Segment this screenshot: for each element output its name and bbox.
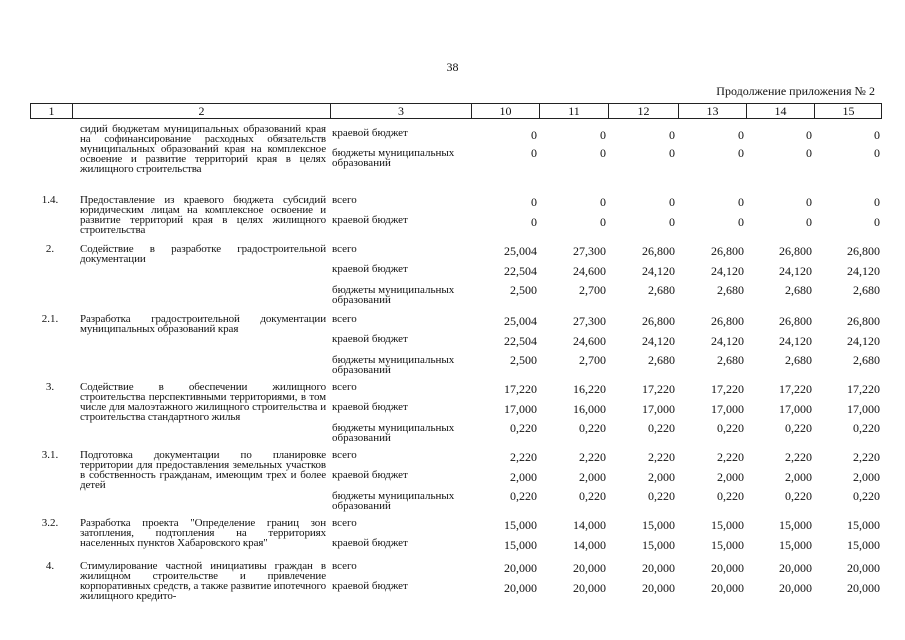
value-cell-11: 24,600	[573, 334, 606, 348]
value-cell-11: 0,220	[579, 489, 606, 503]
value-cell-11: 20,000	[573, 581, 606, 595]
header-col-2: 2	[73, 104, 331, 118]
value-cell-13: 17,220	[711, 382, 744, 396]
value-cell-15: 0	[874, 215, 880, 229]
funding-source: всего	[332, 243, 357, 255]
value-cell-13: 2,680	[717, 283, 744, 297]
value-cell-11: 2,000	[579, 470, 606, 484]
funding-source: краевой бюджет	[332, 333, 408, 345]
value-cell-12: 2,680	[648, 283, 675, 297]
value-cell-13: 2,220	[717, 450, 744, 464]
value-cell-14: 26,800	[779, 314, 812, 328]
header-col-11: 11	[540, 104, 609, 118]
value-cell-14: 2,220	[785, 450, 812, 464]
value-cell-13: 2,680	[717, 353, 744, 367]
value-cell-14: 20,000	[779, 561, 812, 575]
value-cell-11: 27,300	[573, 314, 606, 328]
value-cell-12: 2,220	[648, 450, 675, 464]
row-name: Разработка градостроительной документации муниципальных образований края	[80, 313, 326, 335]
value-cell-11: 16,000	[573, 402, 606, 416]
funding-source: краевой бюджет	[332, 401, 408, 413]
value-cell-12: 26,800	[642, 244, 675, 258]
funding-source: всего	[332, 313, 357, 325]
value-cell-11: 14,000	[573, 538, 606, 552]
value-cell-11: 27,300	[573, 244, 606, 258]
value-cell-10: 17,000	[504, 402, 537, 416]
value-cell-11: 0	[600, 215, 606, 229]
row-name: Подготовка документации по планировке территории для предоставления земельных участков в собственность гражданам, имеющим трех и более детей	[80, 449, 326, 491]
header-col-1: 1	[31, 104, 73, 118]
value-cell-10: 25,004	[504, 244, 537, 258]
value-cell-15: 2,680	[853, 353, 880, 367]
value-cell-15: 2,220	[853, 450, 880, 464]
row-name: Содействие в обеспечении жилищного строительства перспективными территориями, в том числе для малоэтажного жилищного строительства и строительства стандартного жилья	[80, 381, 326, 423]
value-cell-13: 20,000	[711, 581, 744, 595]
value-cell-14: 0	[806, 195, 812, 209]
funding-source: бюджеты муниципальных образований	[332, 147, 455, 169]
funding-source: всего	[332, 194, 357, 206]
value-cell-14: 0	[806, 128, 812, 142]
row-number: 2.	[45, 243, 55, 255]
value-cell-12: 0,220	[648, 489, 675, 503]
value-cell-15: 24,120	[847, 334, 880, 348]
header-col-14: 14	[747, 104, 815, 118]
value-cell-14: 17,000	[779, 402, 812, 416]
funding-source: краевой бюджет	[332, 263, 408, 275]
funding-source: бюджеты муниципальных образований	[332, 490, 455, 512]
value-cell-14: 15,000	[779, 518, 812, 532]
value-cell-15: 0	[874, 128, 880, 142]
value-cell-12: 20,000	[642, 561, 675, 575]
value-cell-15: 20,000	[847, 561, 880, 575]
funding-source: бюджеты муниципальных образований	[332, 284, 455, 306]
value-cell-10: 2,500	[510, 283, 537, 297]
value-cell-10: 0	[531, 215, 537, 229]
value-cell-10: 25,004	[504, 314, 537, 328]
value-cell-11: 14,000	[573, 518, 606, 532]
value-cell-12: 2,680	[648, 353, 675, 367]
value-cell-14: 24,120	[779, 264, 812, 278]
value-cell-14: 0	[806, 146, 812, 160]
row-name: Предоставление из краевого бюджета субсидий юридическим лицам на комплексное освоение и развитие территорий края в целях жилищного строительства	[80, 194, 326, 236]
header-col-12: 12	[609, 104, 679, 118]
value-cell-10: 15,000	[504, 538, 537, 552]
funding-source: краевой бюджет	[332, 214, 408, 226]
value-cell-12: 17,220	[642, 382, 675, 396]
value-cell-10: 22,504	[504, 334, 537, 348]
value-cell-15: 17,220	[847, 382, 880, 396]
value-cell-12: 0	[669, 146, 675, 160]
value-cell-12: 24,120	[642, 334, 675, 348]
header-col-10: 10	[472, 104, 540, 118]
value-cell-13: 26,800	[711, 314, 744, 328]
value-cell-11: 0	[600, 195, 606, 209]
value-cell-10: 0,220	[510, 421, 537, 435]
value-cell-14: 2,680	[785, 283, 812, 297]
value-cell-12: 0,220	[648, 421, 675, 435]
value-cell-14: 2,000	[785, 470, 812, 484]
funding-source: всего	[332, 449, 357, 461]
value-cell-13: 0,220	[717, 421, 744, 435]
value-cell-10: 17,220	[504, 382, 537, 396]
value-cell-11: 16,220	[573, 382, 606, 396]
funding-source: всего	[332, 381, 357, 393]
value-cell-11: 0,220	[579, 421, 606, 435]
value-cell-10: 2,500	[510, 353, 537, 367]
funding-source: всего	[332, 517, 357, 529]
value-cell-12: 0	[669, 128, 675, 142]
row-number: 3.2.	[41, 517, 59, 529]
value-cell-15: 26,800	[847, 244, 880, 258]
value-cell-15: 0,220	[853, 421, 880, 435]
row-number: 3.1.	[41, 449, 59, 461]
value-cell-15: 26,800	[847, 314, 880, 328]
value-cell-11: 20,000	[573, 561, 606, 575]
value-cell-13: 2,000	[717, 470, 744, 484]
funding-source: бюджеты муниципальных образований	[332, 422, 455, 444]
funding-source: бюджеты муниципальных образований	[332, 354, 455, 376]
value-cell-10: 0	[531, 128, 537, 142]
value-cell-13: 20,000	[711, 561, 744, 575]
value-cell-12: 24,120	[642, 264, 675, 278]
continuation-label: Продолжение приложения № 2	[716, 84, 875, 98]
row-number: 4.	[45, 560, 55, 572]
value-cell-15: 2,680	[853, 283, 880, 297]
value-cell-14: 24,120	[779, 334, 812, 348]
value-cell-14: 0,220	[785, 421, 812, 435]
value-cell-14: 20,000	[779, 581, 812, 595]
value-cell-11: 2,700	[579, 353, 606, 367]
row-name: Содействие в разработке градостроительной документации	[80, 243, 326, 265]
value-cell-10: 0,220	[510, 489, 537, 503]
value-cell-14: 26,800	[779, 244, 812, 258]
value-cell-15: 20,000	[847, 581, 880, 595]
value-cell-13: 0	[738, 195, 744, 209]
value-cell-15: 2,000	[853, 470, 880, 484]
funding-source: краевой бюджет	[332, 580, 408, 592]
value-cell-13: 24,120	[711, 264, 744, 278]
value-cell-12: 20,000	[642, 581, 675, 595]
value-cell-15: 15,000	[847, 518, 880, 532]
funding-source: краевой бюджет	[332, 127, 408, 139]
row-name: сидий бюджетам муниципальных образований края на софинансирование расходных обязательств муниципальных образований края на комплексное освоение и развитие территорий края в целях жилищного строительства	[80, 123, 326, 175]
header-col-3: 3	[331, 104, 472, 118]
value-cell-14: 15,000	[779, 538, 812, 552]
value-cell-12: 15,000	[642, 518, 675, 532]
value-cell-14: 0	[806, 215, 812, 229]
value-cell-12: 0	[669, 195, 675, 209]
value-cell-13: 0	[738, 215, 744, 229]
value-cell-15: 0,220	[853, 489, 880, 503]
value-cell-13: 0	[738, 146, 744, 160]
value-cell-10: 20,000	[504, 581, 537, 595]
value-cell-13: 17,000	[711, 402, 744, 416]
value-cell-13: 15,000	[711, 518, 744, 532]
value-cell-10: 20,000	[504, 561, 537, 575]
row-number: 2.1.	[41, 313, 59, 325]
funding-source: краевой бюджет	[332, 469, 408, 481]
value-cell-10: 15,000	[504, 518, 537, 532]
row-name: Разработка проекта "Определение границ зон затопления, подтопления на территориях населенных пунктов Хабаровского края"	[80, 517, 326, 549]
table-header	[30, 103, 882, 119]
value-cell-11: 2,700	[579, 283, 606, 297]
value-cell-13: 0	[738, 128, 744, 142]
funding-source: всего	[332, 560, 357, 572]
value-cell-15: 0	[874, 146, 880, 160]
value-cell-10: 22,504	[504, 264, 537, 278]
value-cell-12: 0	[669, 215, 675, 229]
value-cell-13: 0,220	[717, 489, 744, 503]
value-cell-14: 0,220	[785, 489, 812, 503]
value-cell-13: 26,800	[711, 244, 744, 258]
header-col-13: 13	[679, 104, 747, 118]
value-cell-10: 2,000	[510, 470, 537, 484]
value-cell-11: 0	[600, 128, 606, 142]
header-col-15: 15	[842, 104, 855, 118]
funding-source: краевой бюджет	[332, 537, 408, 549]
value-cell-11: 24,600	[573, 264, 606, 278]
value-cell-11: 2,220	[579, 450, 606, 464]
row-name: Стимулирование частной инициативы граждан в жилищном строительстве и привлечение корпоративных средств, а также развитие ипотечного жилищного кредито-	[80, 560, 327, 602]
page-number: 38	[446, 60, 459, 74]
value-cell-10: 0	[531, 146, 537, 160]
value-cell-10: 0	[531, 195, 537, 209]
value-cell-12: 26,800	[642, 314, 675, 328]
value-cell-15: 0	[874, 195, 880, 209]
value-cell-14: 17,220	[779, 382, 812, 396]
row-number: 3.	[45, 381, 55, 393]
value-cell-15: 24,120	[847, 264, 880, 278]
value-cell-13: 24,120	[711, 334, 744, 348]
value-cell-11: 0	[600, 146, 606, 160]
value-cell-12: 17,000	[642, 402, 675, 416]
value-cell-14: 2,680	[785, 353, 812, 367]
value-cell-13: 15,000	[711, 538, 744, 552]
value-cell-15: 15,000	[847, 538, 880, 552]
value-cell-15: 17,000	[847, 402, 880, 416]
value-cell-12: 2,000	[648, 470, 675, 484]
row-number: 1.4.	[41, 194, 59, 206]
value-cell-12: 15,000	[642, 538, 675, 552]
value-cell-10: 2,220	[510, 450, 537, 464]
